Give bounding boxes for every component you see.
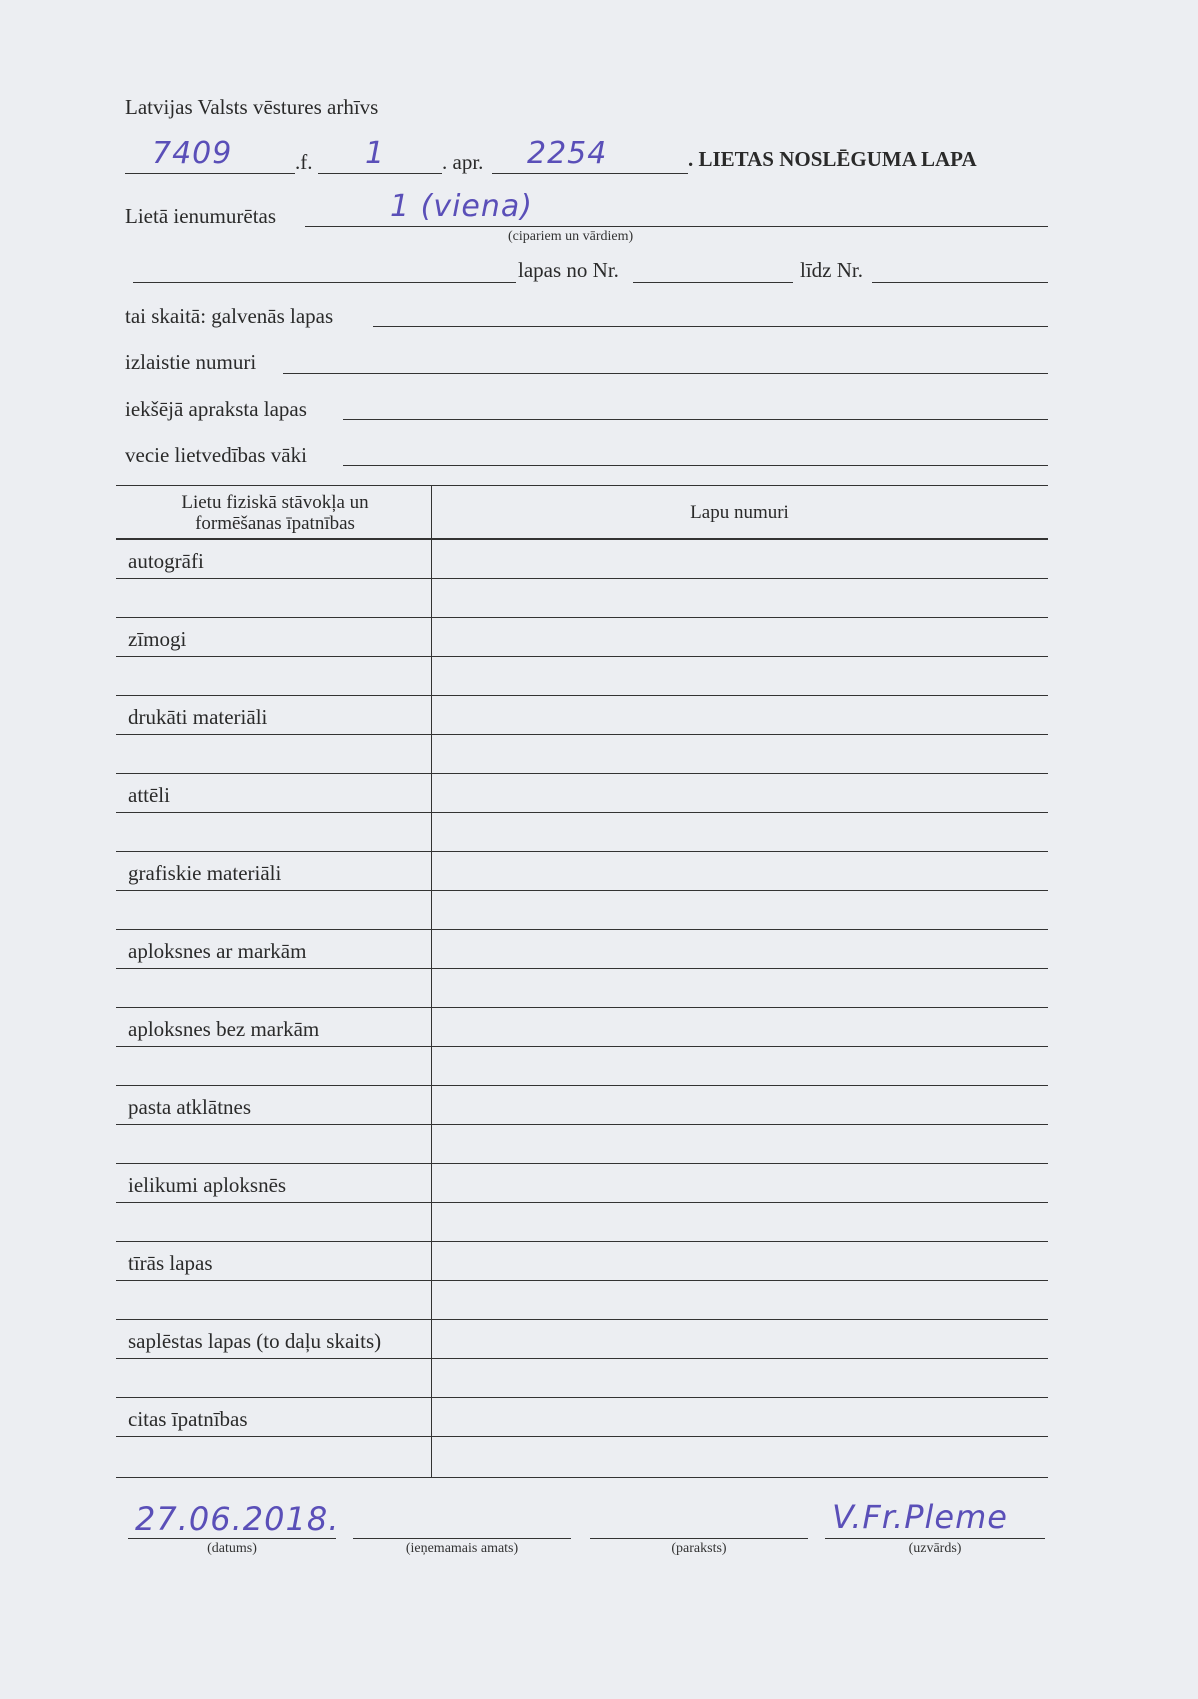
inventory-label: . apr. [442,150,484,174]
signature-label: (paraksts) [671,1541,727,1556]
document-title: . LIETAS NOSLĒGUMA LAPA [688,147,977,171]
pages-to-label: līdz Nr. [800,258,863,282]
table-line [116,1046,1048,1047]
table-line [116,929,1048,930]
table-row-label: saplēstas lapas (to daļu skaits) [128,1329,382,1353]
table-row-label: attēli [128,783,170,807]
table-line [116,851,1048,852]
table-line [116,656,1048,657]
signature-underline [590,1538,808,1539]
name-value[interactable]: V.Fr.Pleme [832,1498,1008,1536]
date-value[interactable]: 27.06.2018. [135,1500,340,1538]
table-line [116,1007,1048,1008]
position-underline [353,1538,571,1539]
pages-from-label: lapas no Nr. [518,258,619,282]
field-line-old-covers [343,465,1048,466]
table-line [116,1202,1048,1203]
table-line [116,1280,1048,1281]
field-label-old-covers: vecie lietvedības vāki [125,443,307,467]
field-line-inner-description [343,419,1048,420]
field-label-inner-description: iekšējā apraksta lapas [125,397,307,421]
date-label: (datums) [207,1541,257,1556]
date-underline [128,1538,336,1539]
file-underline [492,173,688,174]
table-line [116,578,1048,579]
inventory-underline [318,173,442,174]
table-line [116,1241,1048,1242]
name-label: (uzvārds) [908,1541,962,1556]
table-line [116,968,1048,969]
table-header-page-numbers: Lapu numuri [690,502,789,523]
table-row-label: aploksnes bez markām [128,1017,320,1041]
table-row-label: ielikumi aploksnēs [128,1173,287,1197]
position-label: (ieņemamais amats) [405,1541,519,1556]
fonds-number[interactable]: 7409 [152,136,233,171]
table-top-border [116,485,1048,486]
table-line [116,1319,1048,1320]
numbered-underline [305,226,1048,227]
table-line [116,812,1048,813]
table-row-label: citas īpatnības [128,1407,248,1431]
table-line [116,890,1048,891]
field-label-main-pages: tai skaitā: galvenās lapas [125,304,334,328]
table-line [116,773,1048,774]
numbered-hint: (cipariem un vārdiem) [508,229,634,244]
name-underline [825,1538,1045,1539]
table-row-label: pasta atklātnes [128,1095,252,1119]
numbered-value[interactable]: 1 (viena) [390,189,533,224]
table-bottom-border [116,1477,1048,1478]
table-line [116,1163,1048,1164]
pages-count-underline [133,282,516,283]
field-line-main-pages [373,326,1048,327]
table-row-label: tīrās lapas [128,1251,213,1275]
fonds-label: .f. [295,150,313,174]
table-line [116,1124,1048,1125]
field-line-skipped-numbers [283,373,1048,374]
pages-from-underline [633,282,793,283]
table-column-divider [431,486,432,1477]
file-number[interactable]: 2254 [527,136,608,171]
inventory-number[interactable]: 1 [365,136,386,171]
table-line [116,1358,1048,1359]
table-row-label: drukāti materiāli [128,705,268,729]
table-line [116,734,1048,735]
fonds-underline [125,173,295,174]
table-row-label: zīmogi [128,627,187,651]
table-row-label: grafiskie materiāli [128,861,282,885]
table-line [116,1397,1048,1398]
table-row-label: aploksnes ar markām [128,939,307,963]
pages-to-underline [872,282,1048,283]
table-header-state: Lietu fiziskā stāvokļa un formēšanas īpatnības [181,492,369,534]
table-line [116,1085,1048,1086]
table-header-border [116,538,1048,540]
archive-name: Latvijas Valsts vēstures arhīvs [125,95,379,119]
numbered-label: Lietā ienumurētas [125,204,277,228]
table-row-label: autogrāfi [128,549,204,573]
table-line [116,695,1048,696]
field-label-skipped-numbers: izlaistie numuri [125,350,257,374]
table-line [116,617,1048,618]
table-line [116,1436,1048,1437]
